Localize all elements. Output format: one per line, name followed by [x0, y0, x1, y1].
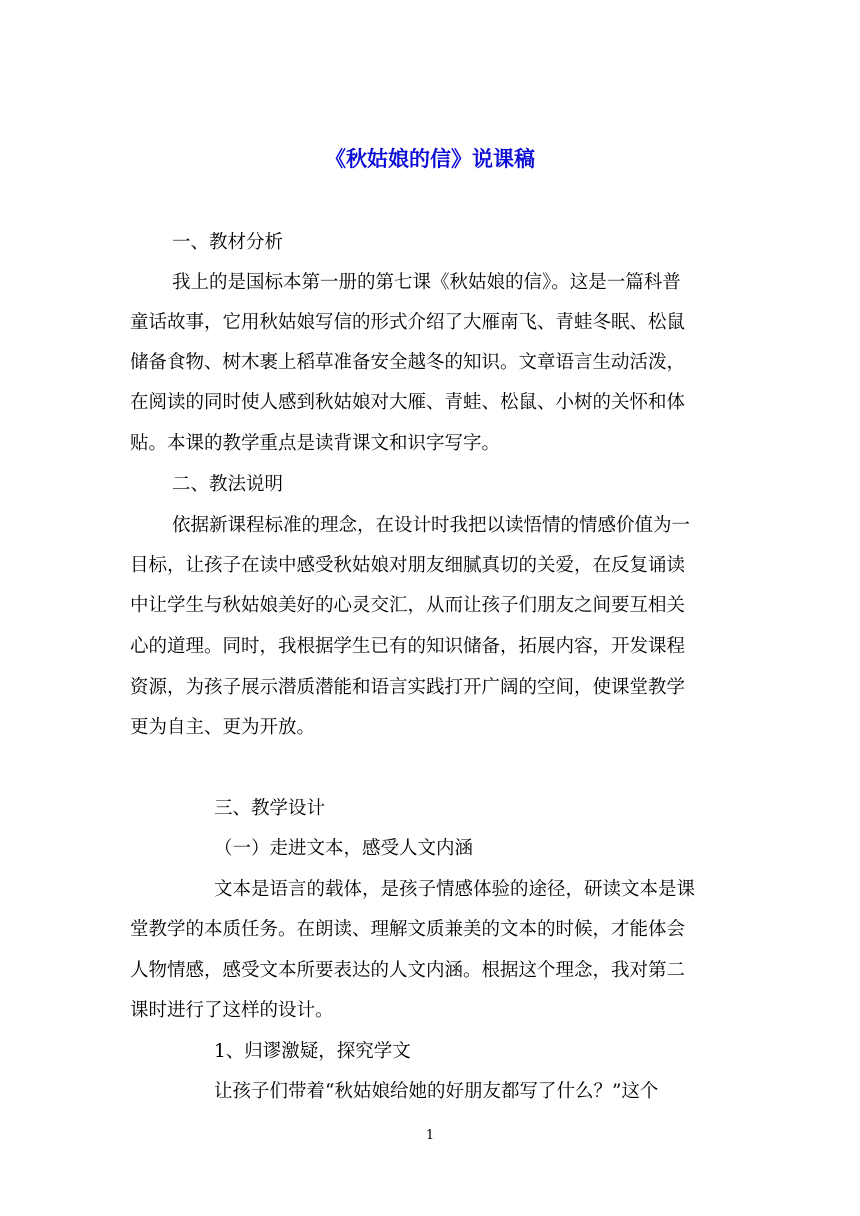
paragraph-line: 堂教学的本质任务。在朗读、理解文质兼美的文本的时候，才能体会	[130, 919, 686, 940]
step-heading: 1、归谬激疑，探究学文	[214, 1041, 411, 1062]
section-heading-analysis: 一、教材分析	[172, 232, 284, 253]
paragraph-line: 人物情感，感受文本所要表达的人文内涵。根据这个理念，我对第二	[130, 960, 686, 981]
paragraph-line: 储备食物、树木裹上稻草准备安全越冬的知识。文章语言生动活泼，	[130, 352, 686, 373]
paragraph-line: 文本是语言的载体，是孩子情感体验的途径，研读文本是课	[214, 879, 696, 900]
page-number: 1	[425, 1128, 435, 1143]
paragraph-line: 让孩子们带着“秋姑娘给她的好朋友都写了什么？”这个	[214, 1081, 659, 1102]
paragraph-line: 课时进行了这样的设计。	[130, 1000, 334, 1021]
section-heading-design: 三、教学设计	[214, 798, 326, 819]
paragraph-line: 资源，为孩子展示潜质潜能和语言实践打开广阔的空间，使课堂教学	[130, 677, 686, 698]
paragraph-line: 童话故事，它用秋姑娘写信的形式介绍了大雁南飞、青蛙冬眠、松鼠	[130, 312, 686, 333]
subsection-heading: （一）走进文本，感受人文内涵	[214, 838, 474, 859]
document-title: 《秋姑娘的信》说课稿	[325, 146, 535, 171]
paragraph-line: 更为自主、更为开放。	[130, 717, 316, 738]
section-heading-method: 二、教法说明	[172, 474, 284, 495]
paragraph-line: 依据新课程标准的理念，在设计时我把以读悟情的情感价值为一	[172, 515, 691, 536]
paragraph-line: 目标，让孩子在读中感受秋姑娘对朋友细腻真切的关爱，在反复诵读	[130, 555, 686, 576]
paragraph-line: 贴。本课的教学重点是读背课文和识字写字。	[130, 433, 501, 454]
paragraph-line: 心的道理。同时，我根据学生已有的知识储备，拓展内容，开发课程	[130, 636, 686, 657]
paragraph-line: 在阅读的同时使人感到秋姑娘对大雁、青蛙、松鼠、小树的关怀和体	[130, 392, 686, 413]
paragraph-line: 中让学生与秋姑娘美好的心灵交汇，从而让孩子们朋友之间要互相关	[130, 595, 686, 616]
paragraph-line: 我上的是国标本第一册的第七课《秋姑娘的信》。这是一篇科普	[172, 272, 681, 293]
